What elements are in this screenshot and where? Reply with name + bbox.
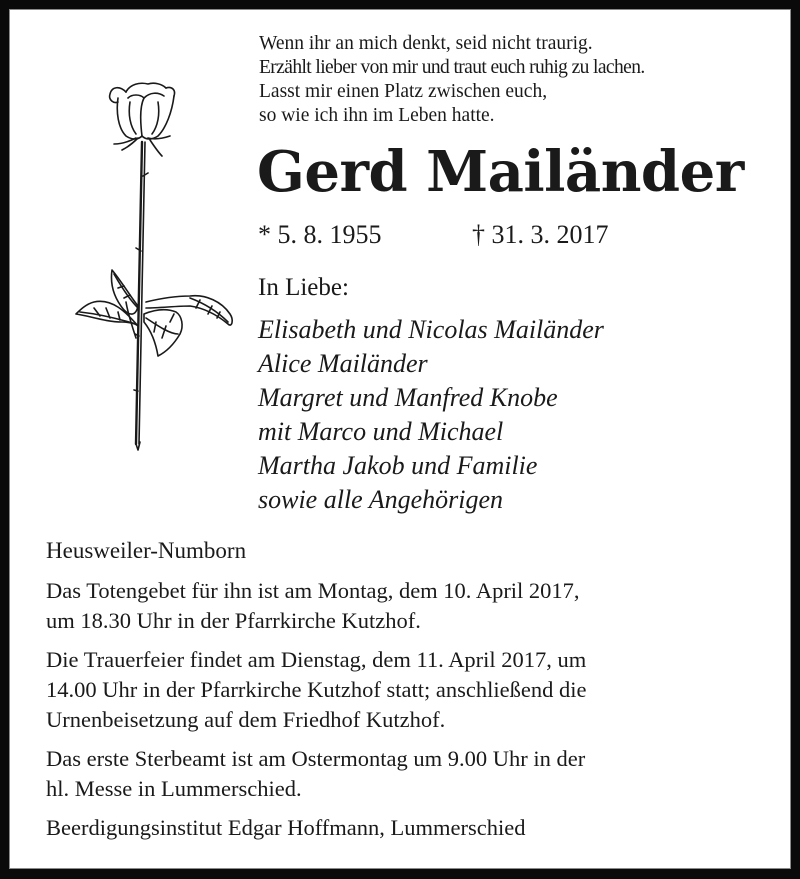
- rose-icon: [66, 76, 242, 456]
- requiem-paragraph: [46, 744, 766, 804]
- funeral-paragraph: [46, 645, 766, 735]
- mourner-name: mit Marco und Michael: [258, 417, 504, 446]
- obituary-notice: [9, 9, 791, 869]
- mourner-name: sowie alle Angehörigen: [258, 485, 504, 514]
- mourner-name: Martha Jakob und Familie: [258, 451, 538, 480]
- paragraph-line: hl. Messe in Lummerschied.: [46, 776, 302, 801]
- poem-line: Lasst mir einen Platz zwischen euch,: [259, 81, 548, 102]
- poem-line: so wie ich ihn im Leben hatte.: [259, 105, 495, 126]
- paragraph-line: um 18.30 Uhr in der Pfarrkirche Kutzhof.: [46, 608, 421, 633]
- paragraph-line: Urnenbeisetzung auf dem Friedhof Kutzhof.: [46, 707, 446, 732]
- paragraph-line: Die Trauerfeier findet am Dienstag, dem 11. April 2017, um: [46, 647, 587, 672]
- mourners-intro: In Liebe:: [258, 274, 349, 301]
- deceased-name: Gerd Mailänder: [257, 139, 744, 205]
- mourner-name: Elisabeth und Nicolas Mailänder: [258, 315, 604, 344]
- mourner-name: Margret und Manfred Knobe: [258, 383, 558, 412]
- poem-line: Erzählt lieber von mir und traut euch ruhig zu lachen.: [259, 57, 645, 78]
- place-name: Heusweiler-Numborn: [46, 538, 247, 563]
- paragraph-line: Beerdigungsinstitut Edgar Hoffmann, Lummerschied: [46, 815, 526, 840]
- birth-date: * 5. 8. 1955: [258, 220, 382, 249]
- service-details: [46, 536, 766, 852]
- paragraph-line: Das Totengebet für ihn ist am Montag, dem 10. April 2017,: [46, 578, 580, 603]
- death-date: † 31. 3. 2017: [472, 220, 609, 249]
- funeral-home-paragraph: [46, 813, 766, 843]
- poem-verse: [259, 32, 645, 128]
- poem-line: Wenn ihr an mich denkt, seid nicht traurig.: [259, 33, 593, 54]
- mourner-name: Alice Mailänder: [258, 349, 428, 378]
- prayer-paragraph: [46, 576, 766, 636]
- paragraph-line: 14.00 Uhr in der Pfarrkirche Kutzhof statt; anschließend die: [46, 677, 587, 702]
- mourners-list: [258, 313, 604, 517]
- paragraph-line: Das erste Sterbeamt ist am Ostermontag um 9.00 Uhr in der: [46, 746, 586, 771]
